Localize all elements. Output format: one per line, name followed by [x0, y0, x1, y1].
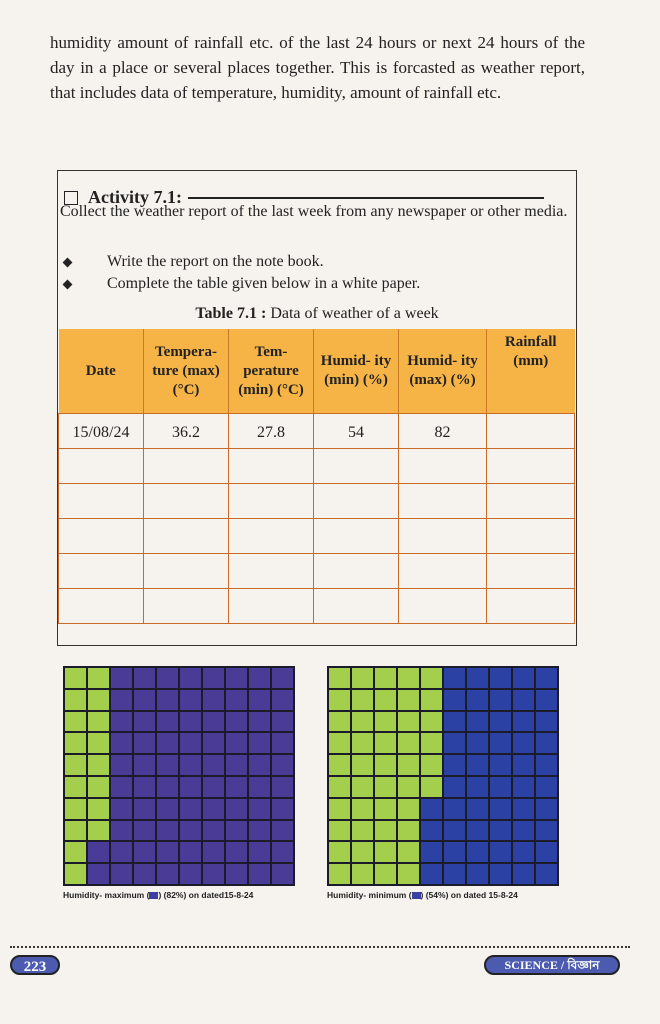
table-cell: [399, 449, 487, 484]
grid-cell-filled: [226, 821, 247, 841]
grid-cell-empty: [375, 712, 396, 732]
grid-cell-filled: [134, 690, 155, 710]
grid-cell-filled: [536, 712, 557, 732]
table-cell: [59, 449, 144, 484]
grid-cell-filled: [134, 821, 155, 841]
grid-cell-filled: [249, 777, 270, 797]
grid-cell-filled: [180, 712, 201, 732]
grid-cell-empty: [329, 842, 350, 862]
grid-cell-filled: [226, 712, 247, 732]
humidity-max-figure: [63, 666, 295, 900]
grid-cell-empty: [329, 712, 350, 732]
table-cell: [487, 414, 575, 449]
grid-cell-filled: [203, 799, 224, 819]
table-row: [59, 519, 575, 554]
grid-cell-empty: [375, 733, 396, 753]
grid-cell-filled: [226, 864, 247, 884]
grid-cell-filled: [134, 668, 155, 688]
grid-cell-filled: [444, 755, 465, 775]
table-header-row: [59, 329, 575, 414]
table-cell: 15/08/24: [59, 414, 144, 449]
grid-cell-filled: [536, 842, 557, 862]
grid-cell-empty: [398, 668, 419, 688]
grid-cell-empty: [329, 799, 350, 819]
title-rule: [188, 197, 544, 199]
grid-cell-filled: [513, 755, 534, 775]
grid-cell-empty: [352, 821, 373, 841]
grid-cell-filled: [203, 690, 224, 710]
grid-cell-filled: [134, 842, 155, 862]
legend-swatch: [412, 892, 421, 899]
grid-cell-filled: [490, 799, 511, 819]
table-cell: [59, 484, 144, 519]
grid-cell-filled: [272, 777, 293, 797]
grid-cell-filled: [272, 864, 293, 884]
grid-cell-filled: [467, 668, 488, 688]
grid-cell-empty: [421, 755, 442, 775]
footer-dotted-rule: [10, 946, 630, 948]
table-cell: [487, 519, 575, 554]
grid-cell-empty: [352, 733, 373, 753]
grid-cell-filled: [490, 755, 511, 775]
grid-cell-filled: [513, 842, 534, 862]
humidity-max-caption: Humidity- maximum ( ) (82%) on dated15-8-24: [63, 890, 254, 900]
grid-cell-filled: [272, 842, 293, 862]
grid-cell-empty: [375, 799, 396, 819]
table-caption: Table 7.1 : Data of weather of a week: [195, 305, 439, 322]
grid-cell-filled: [513, 733, 534, 753]
table-cell: [399, 554, 487, 589]
table-cell: [487, 589, 575, 624]
table-cell: [59, 589, 144, 624]
table-cell: [314, 519, 399, 554]
grid-cell-filled: [203, 864, 224, 884]
humidity-min-caption: Humidity- minimum ( ) (54%) on dated 15-8-24: [327, 890, 518, 900]
header-humidity-min: Humid- ity (min) (%): [314, 329, 399, 414]
grid-cell-filled: [180, 821, 201, 841]
grid-cell-empty: [88, 777, 109, 797]
grid-cell-filled: [180, 842, 201, 862]
grid-cell-filled: [272, 733, 293, 753]
grid-cell-filled: [134, 755, 155, 775]
grid-cell-filled: [180, 755, 201, 775]
intro-paragraph: humidity amount of rainfall etc. of the last 24 hours or next 24 hours of the day in a place or several places together. This is forcasted as weather report, that includes data of temperature, humidity, amount of rainfall etc.: [50, 33, 585, 102]
grid-cell-filled: [421, 842, 442, 862]
grid-cell-filled: [490, 821, 511, 841]
grid-cell-filled: [203, 842, 224, 862]
grid-cell-filled: [536, 755, 557, 775]
grid-cell-filled: [157, 690, 178, 710]
grid-cell-filled: [536, 799, 557, 819]
grid-cell-filled: [88, 864, 109, 884]
grid-cell-empty: [352, 842, 373, 862]
subject-badge: SCIENCE / বিজ্ঞান: [484, 955, 620, 975]
grid-cell-filled: [272, 799, 293, 819]
grid-cell-filled: [203, 712, 224, 732]
grid-cell-filled: [157, 864, 178, 884]
grid-cell-filled: [157, 668, 178, 688]
table-cell: [229, 554, 314, 589]
grid-cell-filled: [490, 842, 511, 862]
grid-cell-filled: [134, 799, 155, 819]
grid-cell-empty: [352, 864, 373, 884]
grid-cell-empty: [352, 668, 373, 688]
table-cell: [59, 519, 144, 554]
grid-cell-filled: [467, 712, 488, 732]
table-cell: [314, 589, 399, 624]
grid-cell-empty: [329, 864, 350, 884]
grid-cell-filled: [467, 733, 488, 753]
grid-cell-filled: [272, 821, 293, 841]
grid-cell-filled: [180, 864, 201, 884]
grid-cell-filled: [513, 668, 534, 688]
table-cell: [59, 554, 144, 589]
bullet-item: Complete the table given below in a white paper.: [62, 273, 562, 295]
activity-title: Activity 7.1:: [88, 187, 182, 207]
grid-cell-filled: [467, 821, 488, 841]
table-cell: [229, 449, 314, 484]
grid-cell-filled: [226, 842, 247, 862]
grid-cell-filled: [157, 777, 178, 797]
grid-cell-empty: [88, 668, 109, 688]
diamond-bullet-icon: [63, 279, 73, 289]
table-cell: [399, 484, 487, 519]
grid-cell-filled: [111, 755, 132, 775]
grid-cell-filled: [157, 842, 178, 862]
table-cell: [144, 554, 229, 589]
grid-cell-empty: [88, 799, 109, 819]
grid-cell-empty: [65, 842, 86, 862]
grid-cell-filled: [490, 690, 511, 710]
grid-cell-filled: [226, 668, 247, 688]
grid-cell-filled: [226, 733, 247, 753]
grid-cell-filled: [226, 777, 247, 797]
grid-cell-filled: [421, 864, 442, 884]
grid-cell-empty: [375, 864, 396, 884]
bullet-item: Write the report on the note book.: [62, 251, 562, 273]
grid-cell-filled: [444, 864, 465, 884]
grid-cell-empty: [352, 799, 373, 819]
header-temp-max: Tempera- ture (max) (°C): [144, 329, 229, 414]
diamond-bullet-icon: [63, 257, 73, 267]
grid-cell-filled: [111, 733, 132, 753]
grid-cell-filled: [467, 864, 488, 884]
table-cell: 54: [314, 414, 399, 449]
grid-cell-empty: [398, 777, 419, 797]
table-cell: [314, 484, 399, 519]
grid-cell-empty: [352, 755, 373, 775]
table-cell: 82: [399, 414, 487, 449]
table-cell: [144, 589, 229, 624]
table-cell: [487, 484, 575, 519]
grid-cell-filled: [513, 799, 534, 819]
table-cell: [229, 484, 314, 519]
table-cell: [144, 484, 229, 519]
header-humidity-max: Humid- ity (max) (%): [399, 329, 487, 414]
grid-cell-empty: [88, 733, 109, 753]
table-row: [59, 484, 575, 519]
table-cell: [229, 589, 314, 624]
grid-cell-filled: [421, 799, 442, 819]
grid-cell-filled: [467, 777, 488, 797]
activity-bullets: [62, 251, 562, 295]
grid-cell-filled: [513, 821, 534, 841]
table-cell: [144, 449, 229, 484]
grid-cell-filled: [134, 733, 155, 753]
table-cell: 27.8: [229, 414, 314, 449]
grid-cell-empty: [65, 864, 86, 884]
grid-cell-filled: [490, 733, 511, 753]
header-date: Date: [59, 329, 144, 414]
grid-cell-filled: [88, 842, 109, 862]
grid-cell-empty: [352, 690, 373, 710]
grid-cell-filled: [157, 733, 178, 753]
grid-cell-filled: [444, 821, 465, 841]
grid-cell-filled: [249, 755, 270, 775]
grid-cell-filled: [444, 668, 465, 688]
grid-cell-filled: [536, 668, 557, 688]
grid-cell-empty: [65, 821, 86, 841]
grid-cell-filled: [249, 799, 270, 819]
grid-cell-filled: [180, 799, 201, 819]
table-cell: [399, 519, 487, 554]
grid-cell-filled: [226, 755, 247, 775]
grid-cell-empty: [65, 733, 86, 753]
grid-cell-filled: [272, 668, 293, 688]
grid-cell-filled: [111, 690, 132, 710]
grid-cell-filled: [490, 864, 511, 884]
grid-cell-empty: [65, 690, 86, 710]
grid-cell-empty: [398, 864, 419, 884]
grid-cell-filled: [249, 821, 270, 841]
grid-cell-filled: [157, 821, 178, 841]
grid-cell-empty: [352, 712, 373, 732]
table-row: [59, 449, 575, 484]
table-cell: [314, 449, 399, 484]
table-cell: [229, 519, 314, 554]
grid-cell-filled: [490, 712, 511, 732]
grid-cell-filled: [490, 668, 511, 688]
grid-cell-empty: [375, 690, 396, 710]
grid-cell-filled: [157, 799, 178, 819]
grid-cell-empty: [329, 821, 350, 841]
grid-cell-filled: [249, 733, 270, 753]
grid-cell-filled: [226, 690, 247, 710]
grid-cell-filled: [203, 733, 224, 753]
table-row: [59, 554, 575, 589]
grid-cell-empty: [65, 712, 86, 732]
grid-cell-filled: [180, 668, 201, 688]
table-cell: [487, 449, 575, 484]
grid-cell-filled: [272, 712, 293, 732]
grid-cell-empty: [65, 668, 86, 688]
grid-cell-filled: [180, 777, 201, 797]
grid-cell-filled: [111, 668, 132, 688]
grid-cell-filled: [111, 821, 132, 841]
humidity-min-grid: [327, 666, 559, 886]
grid-cell-empty: [88, 755, 109, 775]
grid-cell-filled: [134, 712, 155, 732]
grid-cell-filled: [490, 777, 511, 797]
table-row: [59, 589, 575, 624]
grid-cell-empty: [398, 712, 419, 732]
grid-cell-filled: [249, 712, 270, 732]
grid-cell-filled: [111, 712, 132, 732]
grid-cell-empty: [65, 799, 86, 819]
grid-cell-empty: [375, 777, 396, 797]
humidity-max-grid: [63, 666, 295, 886]
grid-cell-filled: [180, 690, 201, 710]
grid-cell-filled: [226, 799, 247, 819]
table-row: [59, 414, 575, 449]
grid-cell-empty: [421, 668, 442, 688]
grid-cell-empty: [375, 668, 396, 688]
grid-cell-filled: [111, 799, 132, 819]
grid-cell-empty: [398, 821, 419, 841]
header-temp-min: Tem- perature (min) (°C): [229, 329, 314, 414]
grid-cell-empty: [421, 690, 442, 710]
grid-cell-filled: [467, 799, 488, 819]
grid-cell-empty: [65, 755, 86, 775]
grid-cell-empty: [352, 777, 373, 797]
grid-cell-filled: [111, 777, 132, 797]
grid-cell-filled: [444, 733, 465, 753]
grid-cell-filled: [157, 712, 178, 732]
grid-cell-empty: [398, 755, 419, 775]
grid-cell-empty: [65, 777, 86, 797]
grid-cell-filled: [444, 799, 465, 819]
grid-cell-filled: [513, 777, 534, 797]
grid-cell-filled: [203, 777, 224, 797]
table-cell: [399, 589, 487, 624]
grid-cell-filled: [272, 755, 293, 775]
grid-cell-empty: [375, 821, 396, 841]
table-cell: [487, 554, 575, 589]
grid-cell-empty: [398, 733, 419, 753]
grid-cell-filled: [272, 690, 293, 710]
grid-cell-filled: [444, 842, 465, 862]
grid-cell-empty: [329, 755, 350, 775]
grid-cell-filled: [536, 690, 557, 710]
grid-cell-empty: [88, 712, 109, 732]
grid-cell-empty: [421, 712, 442, 732]
activity-box: [57, 170, 577, 646]
grid-cell-filled: [536, 733, 557, 753]
grid-cell-filled: [536, 864, 557, 884]
grid-cell-filled: [111, 842, 132, 862]
grid-cell-filled: [203, 668, 224, 688]
grid-cell-empty: [398, 799, 419, 819]
grid-cell-filled: [134, 864, 155, 884]
grid-cell-empty: [421, 777, 442, 797]
page-number: 223: [10, 955, 60, 975]
table-cell: [144, 519, 229, 554]
grid-cell-filled: [157, 755, 178, 775]
activity-description: Collect the weather report of the last week from any newspaper or other media.: [60, 203, 568, 220]
weather-table: [58, 329, 575, 624]
grid-cell-filled: [134, 777, 155, 797]
grid-cell-empty: [375, 755, 396, 775]
header-rainfall: Rainfall (mm): [487, 329, 575, 414]
grid-cell-filled: [249, 668, 270, 688]
grid-cell-filled: [444, 777, 465, 797]
grid-cell-filled: [111, 864, 132, 884]
grid-cell-filled: [421, 821, 442, 841]
grid-cell-empty: [329, 733, 350, 753]
grid-cell-filled: [536, 821, 557, 841]
humidity-min-figure: [327, 666, 559, 900]
grid-cell-empty: [398, 690, 419, 710]
table-cell: 36.2: [144, 414, 229, 449]
grid-cell-empty: [329, 668, 350, 688]
grid-cell-filled: [467, 842, 488, 862]
grid-cell-empty: [329, 690, 350, 710]
grid-cell-filled: [444, 690, 465, 710]
grid-cell-filled: [467, 690, 488, 710]
grid-cell-filled: [249, 864, 270, 884]
grid-cell-empty: [375, 842, 396, 862]
grid-cell-empty: [329, 777, 350, 797]
grid-cell-empty: [398, 842, 419, 862]
grid-cell-empty: [88, 821, 109, 841]
grid-cell-filled: [249, 690, 270, 710]
grid-cell-filled: [249, 842, 270, 862]
grid-cell-filled: [203, 755, 224, 775]
table-cell: [314, 554, 399, 589]
grid-cell-filled: [536, 777, 557, 797]
grid-cell-empty: [88, 690, 109, 710]
grid-cell-filled: [513, 864, 534, 884]
grid-cell-empty: [421, 733, 442, 753]
grid-cell-filled: [180, 733, 201, 753]
grid-cell-filled: [513, 690, 534, 710]
grid-cell-filled: [444, 712, 465, 732]
grid-cell-filled: [203, 821, 224, 841]
grid-cell-filled: [513, 712, 534, 732]
grid-cell-filled: [467, 755, 488, 775]
